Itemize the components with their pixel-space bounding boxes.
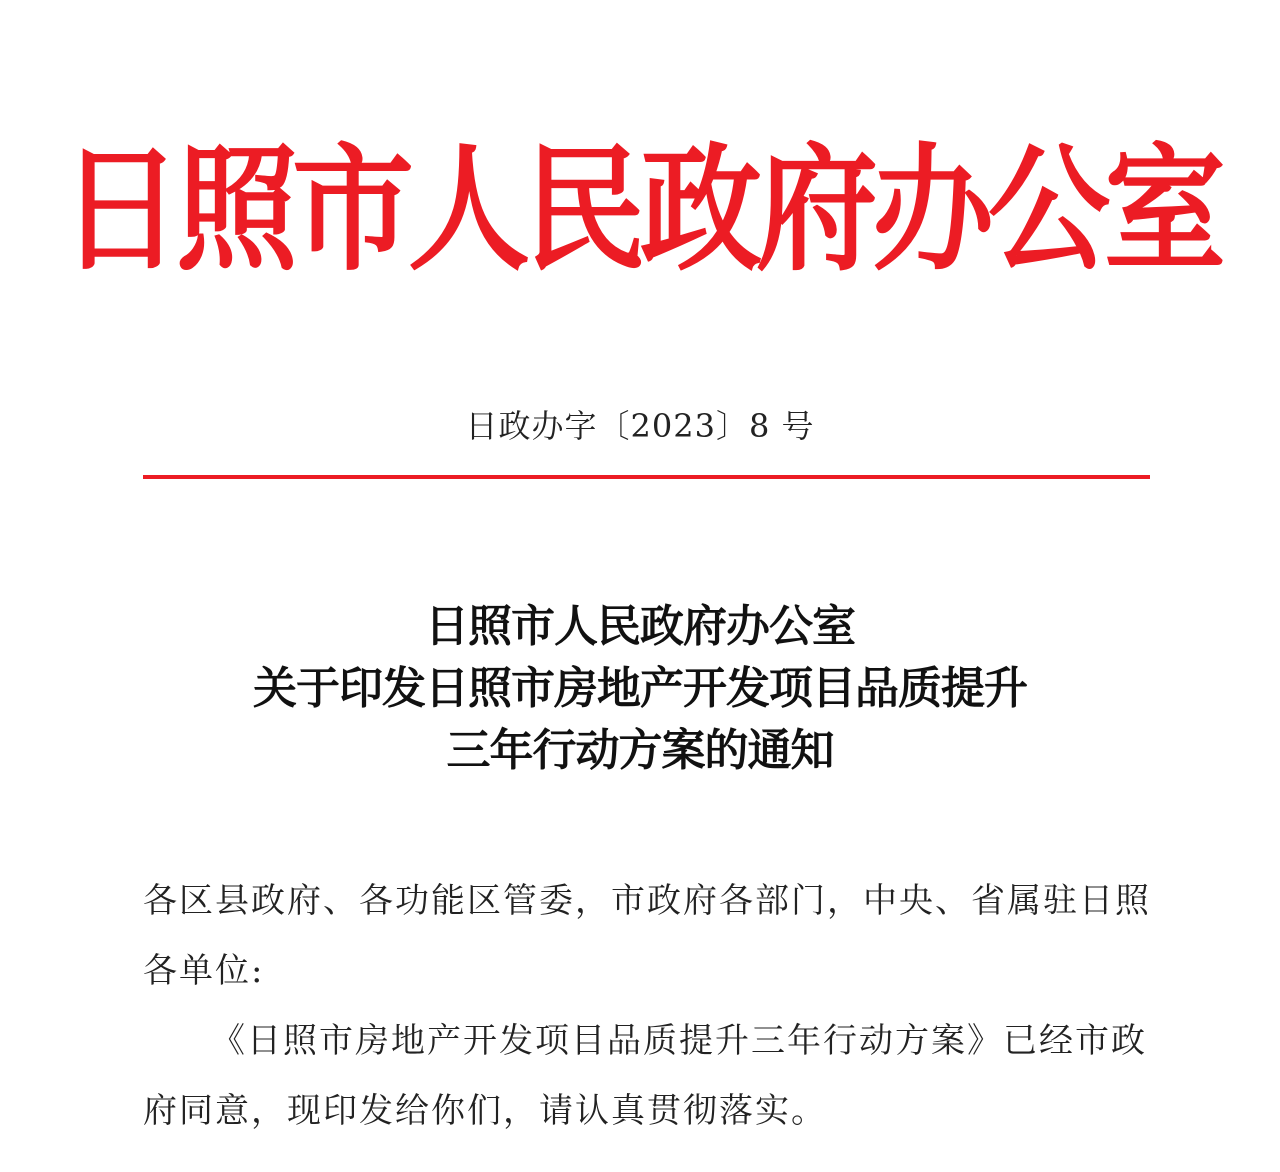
addressee: 各区县政府、各功能区管委，市政府各部门，中央、省属驻日照各单位: — [143, 881, 1151, 991]
document-number: 日政办字〔2023〕8 号 — [465, 407, 815, 445]
title-line-2: 关于印发日照市房地产开发项目品质提升 — [253, 663, 1027, 714]
body-paragraph: 《日照市房地产开发项目品质提升三年行动方案》已经市政府同意，现印发给你们，请认真贯彻落实。 — [143, 1021, 1147, 1131]
title-line-1: 日照市人民政府办公室 — [425, 601, 855, 652]
title-line-3: 三年行动方案的通知 — [446, 725, 834, 776]
notice-title — [0, 596, 1280, 782]
issuer-header: 日照市人民政府办公室 — [60, 128, 1220, 290]
red-divider-line — [143, 475, 1150, 479]
